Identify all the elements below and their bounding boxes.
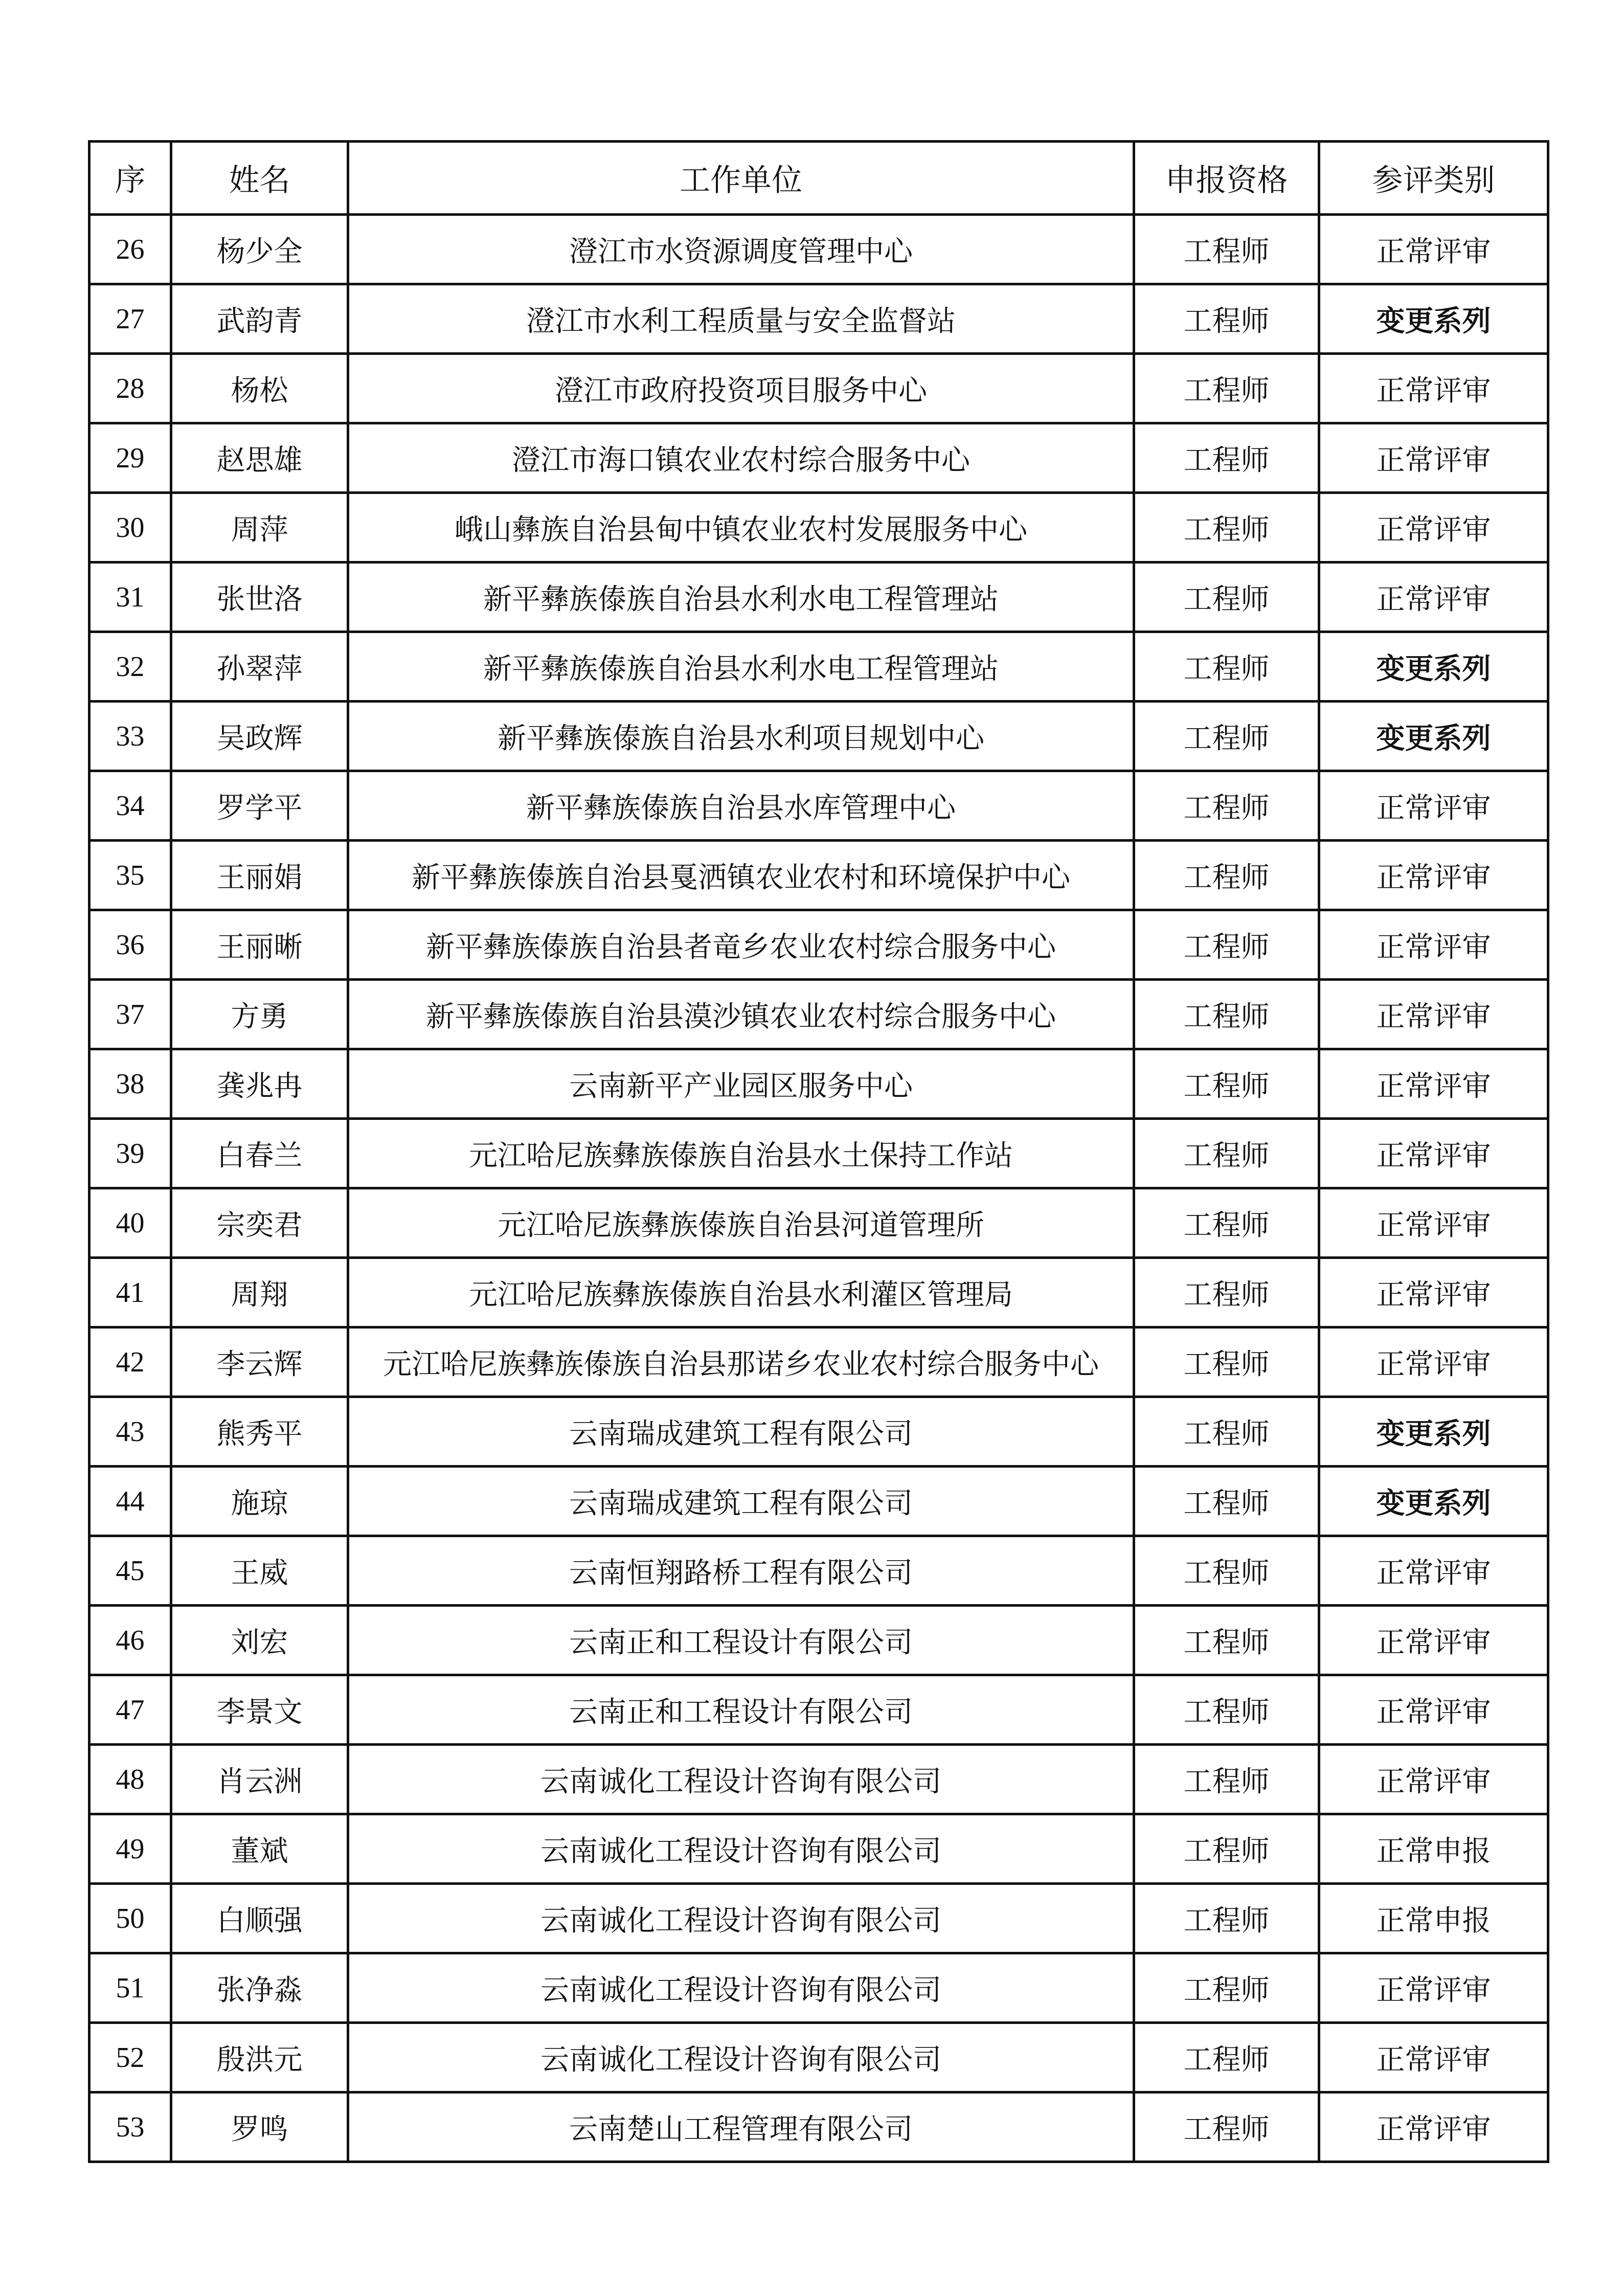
table-row: [89, 1953, 1548, 2023]
table-row: [89, 1049, 1548, 1119]
cell-no: 38: [89, 1049, 171, 1119]
cell-category: 正常评审: [1319, 2023, 1548, 2092]
cell-qualification: 工程师: [1134, 354, 1319, 423]
cell-category: 正常评审: [1319, 1327, 1548, 1397]
cell-name: 白春兰: [171, 1119, 348, 1188]
cell-category: 正常评审: [1319, 1745, 1548, 1814]
cell-category: 变更系列: [1319, 1397, 1548, 1467]
table-row: [89, 1467, 1548, 1536]
cell-category: 变更系列: [1319, 632, 1548, 702]
cell-unit: 新平彝族傣族自治县戛洒镇农业农村和环境保护中心: [348, 841, 1134, 910]
cell-qualification: 工程师: [1134, 1188, 1319, 1258]
table-row: [89, 702, 1548, 771]
cell-unit: 云南楚山工程管理有限公司: [348, 2092, 1134, 2162]
cell-no: 29: [89, 423, 171, 493]
table-row: [89, 1258, 1548, 1327]
cell-no: 28: [89, 354, 171, 423]
table-row: [89, 841, 1548, 910]
cell-unit: 元江哈尼族彝族傣族自治县水土保持工作站: [348, 1119, 1134, 1188]
cell-qualification: 工程师: [1134, 1536, 1319, 1606]
cell-qualification: 工程师: [1134, 771, 1319, 841]
cell-name: 王威: [171, 1536, 348, 1606]
cell-qualification: 工程师: [1134, 215, 1319, 284]
cell-no: 45: [89, 1536, 171, 1606]
cell-unit: 澄江市海口镇农业农村综合服务中心: [348, 423, 1134, 493]
cell-qualification: 工程师: [1134, 1327, 1319, 1397]
cell-no: 47: [89, 1675, 171, 1745]
cell-name: 董斌: [171, 1814, 348, 1884]
cell-name: 宗奕君: [171, 1188, 348, 1258]
cell-unit: 云南诚化工程设计咨询有限公司: [348, 1745, 1134, 1814]
cell-category: 正常评审: [1319, 423, 1548, 493]
cell-no: 46: [89, 1606, 171, 1675]
table-row: [89, 1327, 1548, 1397]
cell-category: 正常评审: [1319, 1258, 1548, 1327]
cell-name: 杨少全: [171, 215, 348, 284]
cell-category: 正常评审: [1319, 215, 1548, 284]
cell-qualification: 工程师: [1134, 632, 1319, 702]
cell-category: 正常评审: [1319, 910, 1548, 980]
cell-qualification: 工程师: [1134, 1953, 1319, 2023]
cell-name: 张世洛: [171, 562, 348, 632]
cell-category: 正常评审: [1319, 562, 1548, 632]
cell-qualification: 工程师: [1134, 1606, 1319, 1675]
cell-unit: 元江哈尼族彝族傣族自治县水利灌区管理局: [348, 1258, 1134, 1327]
cell-name: 罗学平: [171, 771, 348, 841]
cell-qualification: 工程师: [1134, 423, 1319, 493]
cell-unit: 云南诚化工程设计咨询有限公司: [348, 1814, 1134, 1884]
cell-qualification: 工程师: [1134, 1049, 1319, 1119]
cell-name: 周萍: [171, 493, 348, 562]
cell-category: 正常评审: [1319, 980, 1548, 1049]
cell-no: 42: [89, 1327, 171, 1397]
cell-qualification: 工程师: [1134, 1119, 1319, 1188]
cell-no: 53: [89, 2092, 171, 2162]
cell-unit: 云南诚化工程设计咨询有限公司: [348, 1884, 1134, 1953]
cell-name: 吴政辉: [171, 702, 348, 771]
cell-no: 43: [89, 1397, 171, 1467]
header-qualification: 申报资格: [1134, 142, 1319, 215]
cell-name: 白顺强: [171, 1884, 348, 1953]
table-body: [89, 215, 1548, 2162]
cell-unit: 澄江市政府投资项目服务中心: [348, 354, 1134, 423]
cell-no: 50: [89, 1884, 171, 1953]
cell-qualification: 工程师: [1134, 2092, 1319, 2162]
cell-category: 正常评审: [1319, 1953, 1548, 2023]
cell-qualification: 工程师: [1134, 1675, 1319, 1745]
table-row: [89, 632, 1548, 702]
cell-name: 张净淼: [171, 1953, 348, 2023]
table-row: [89, 562, 1548, 632]
cell-no: 39: [89, 1119, 171, 1188]
table-row: [89, 1606, 1548, 1675]
cell-no: 26: [89, 215, 171, 284]
cell-no: 27: [89, 284, 171, 354]
table-row: [89, 771, 1548, 841]
header-category: 参评类别: [1319, 142, 1548, 215]
cell-name: 王丽娟: [171, 841, 348, 910]
cell-unit: 云南恒翔路桥工程有限公司: [348, 1536, 1134, 1606]
cell-no: 37: [89, 980, 171, 1049]
cell-qualification: 工程师: [1134, 493, 1319, 562]
cell-no: 30: [89, 493, 171, 562]
table-row: [89, 1814, 1548, 1884]
cell-qualification: 工程师: [1134, 1745, 1319, 1814]
cell-name: 施琼: [171, 1467, 348, 1536]
cell-no: 51: [89, 1953, 171, 2023]
cell-unit: 新平彝族傣族自治县水库管理中心: [348, 771, 1134, 841]
cell-unit: 新平彝族傣族自治县水利项目规划中心: [348, 702, 1134, 771]
cell-name: 刘宏: [171, 1606, 348, 1675]
roster-table: [88, 140, 1549, 2163]
table-row: [89, 284, 1548, 354]
cell-no: 36: [89, 910, 171, 980]
cell-qualification: 工程师: [1134, 1884, 1319, 1953]
cell-name: 熊秀平: [171, 1397, 348, 1467]
table-row: [89, 423, 1548, 493]
cell-category: 正常评审: [1319, 1536, 1548, 1606]
cell-unit: 澄江市水利工程质量与安全监督站: [348, 284, 1134, 354]
cell-category: 正常评审: [1319, 1188, 1548, 1258]
cell-no: 34: [89, 771, 171, 841]
cell-name: 李景文: [171, 1675, 348, 1745]
cell-name: 殷洪元: [171, 2023, 348, 2092]
cell-name: 肖云洲: [171, 1745, 348, 1814]
table-row: [89, 910, 1548, 980]
cell-name: 龚兆冉: [171, 1049, 348, 1119]
cell-qualification: 工程师: [1134, 562, 1319, 632]
cell-name: 赵思雄: [171, 423, 348, 493]
cell-category: 正常评审: [1319, 1049, 1548, 1119]
cell-name: 李云辉: [171, 1327, 348, 1397]
cell-no: 35: [89, 841, 171, 910]
cell-name: 王丽晰: [171, 910, 348, 980]
table-row: [89, 2023, 1548, 2092]
table-row: [89, 1119, 1548, 1188]
header-unit: 工作单位: [348, 142, 1134, 215]
cell-qualification: 工程师: [1134, 1258, 1319, 1327]
cell-no: 49: [89, 1814, 171, 1884]
cell-unit: 新平彝族傣族自治县水利水电工程管理站: [348, 562, 1134, 632]
cell-name: 杨松: [171, 354, 348, 423]
cell-unit: 新平彝族傣族自治县漠沙镇农业农村综合服务中心: [348, 980, 1134, 1049]
cell-qualification: 工程师: [1134, 2023, 1319, 2092]
table-row: [89, 1884, 1548, 1953]
cell-unit: 云南诚化工程设计咨询有限公司: [348, 1953, 1134, 2023]
table-row: [89, 1188, 1548, 1258]
cell-category: 正常评审: [1319, 1675, 1548, 1745]
cell-no: 33: [89, 702, 171, 771]
cell-name: 孙翠萍: [171, 632, 348, 702]
cell-no: 40: [89, 1188, 171, 1258]
cell-qualification: 工程师: [1134, 841, 1319, 910]
cell-qualification: 工程师: [1134, 284, 1319, 354]
cell-no: 48: [89, 1745, 171, 1814]
table-row: [89, 215, 1548, 284]
table-row: [89, 1745, 1548, 1814]
table-header-row: [89, 142, 1548, 215]
cell-unit: 元江哈尼族彝族傣族自治县那诺乡农业农村综合服务中心: [348, 1327, 1134, 1397]
cell-qualification: 工程师: [1134, 1397, 1319, 1467]
cell-no: 41: [89, 1258, 171, 1327]
cell-no: 44: [89, 1467, 171, 1536]
cell-unit: 云南正和工程设计有限公司: [348, 1675, 1134, 1745]
cell-category: 正常申报: [1319, 1884, 1548, 1953]
cell-category: 正常评审: [1319, 354, 1548, 423]
cell-qualification: 工程师: [1134, 980, 1319, 1049]
table-row: [89, 493, 1548, 562]
table-row: [89, 354, 1548, 423]
table-row: [89, 1536, 1548, 1606]
cell-unit: 云南瑞成建筑工程有限公司: [348, 1397, 1134, 1467]
cell-category: 正常评审: [1319, 841, 1548, 910]
cell-category: 正常评审: [1319, 493, 1548, 562]
cell-category: 正常评审: [1319, 1606, 1548, 1675]
cell-name: 周翔: [171, 1258, 348, 1327]
cell-no: 52: [89, 2023, 171, 2092]
cell-name: 方勇: [171, 980, 348, 1049]
cell-qualification: 工程师: [1134, 910, 1319, 980]
header-no: 序: [89, 142, 171, 215]
cell-unit: 峨山彝族自治县甸中镇农业农村发展服务中心: [348, 493, 1134, 562]
cell-category: 正常申报: [1319, 1814, 1548, 1884]
cell-unit: 新平彝族傣族自治县水利水电工程管理站: [348, 632, 1134, 702]
cell-unit: 新平彝族傣族自治县者竜乡农业农村综合服务中心: [348, 910, 1134, 980]
cell-category: 变更系列: [1319, 702, 1548, 771]
cell-qualification: 工程师: [1134, 1467, 1319, 1536]
cell-name: 罗鸣: [171, 2092, 348, 2162]
table-row: [89, 1675, 1548, 1745]
cell-category: 变更系列: [1319, 284, 1548, 354]
cell-category: 正常评审: [1319, 2092, 1548, 2162]
header-name: 姓名: [171, 142, 348, 215]
cell-unit: 元江哈尼族彝族傣族自治县河道管理所: [348, 1188, 1134, 1258]
cell-category: 正常评审: [1319, 771, 1548, 841]
cell-name: 武韵青: [171, 284, 348, 354]
table-row: [89, 2092, 1548, 2162]
table-row: [89, 980, 1548, 1049]
cell-no: 32: [89, 632, 171, 702]
cell-unit: 云南瑞成建筑工程有限公司: [348, 1467, 1134, 1536]
cell-unit: 云南新平产业园区服务中心: [348, 1049, 1134, 1119]
cell-unit: 云南诚化工程设计咨询有限公司: [348, 2023, 1134, 2092]
cell-category: 变更系列: [1319, 1467, 1548, 1536]
cell-no: 31: [89, 562, 171, 632]
table-row: [89, 1397, 1548, 1467]
cell-qualification: 工程师: [1134, 702, 1319, 771]
cell-unit: 澄江市水资源调度管理中心: [348, 215, 1134, 284]
cell-unit: 云南正和工程设计有限公司: [348, 1606, 1134, 1675]
cell-qualification: 工程师: [1134, 1814, 1319, 1884]
cell-category: 正常评审: [1319, 1119, 1548, 1188]
